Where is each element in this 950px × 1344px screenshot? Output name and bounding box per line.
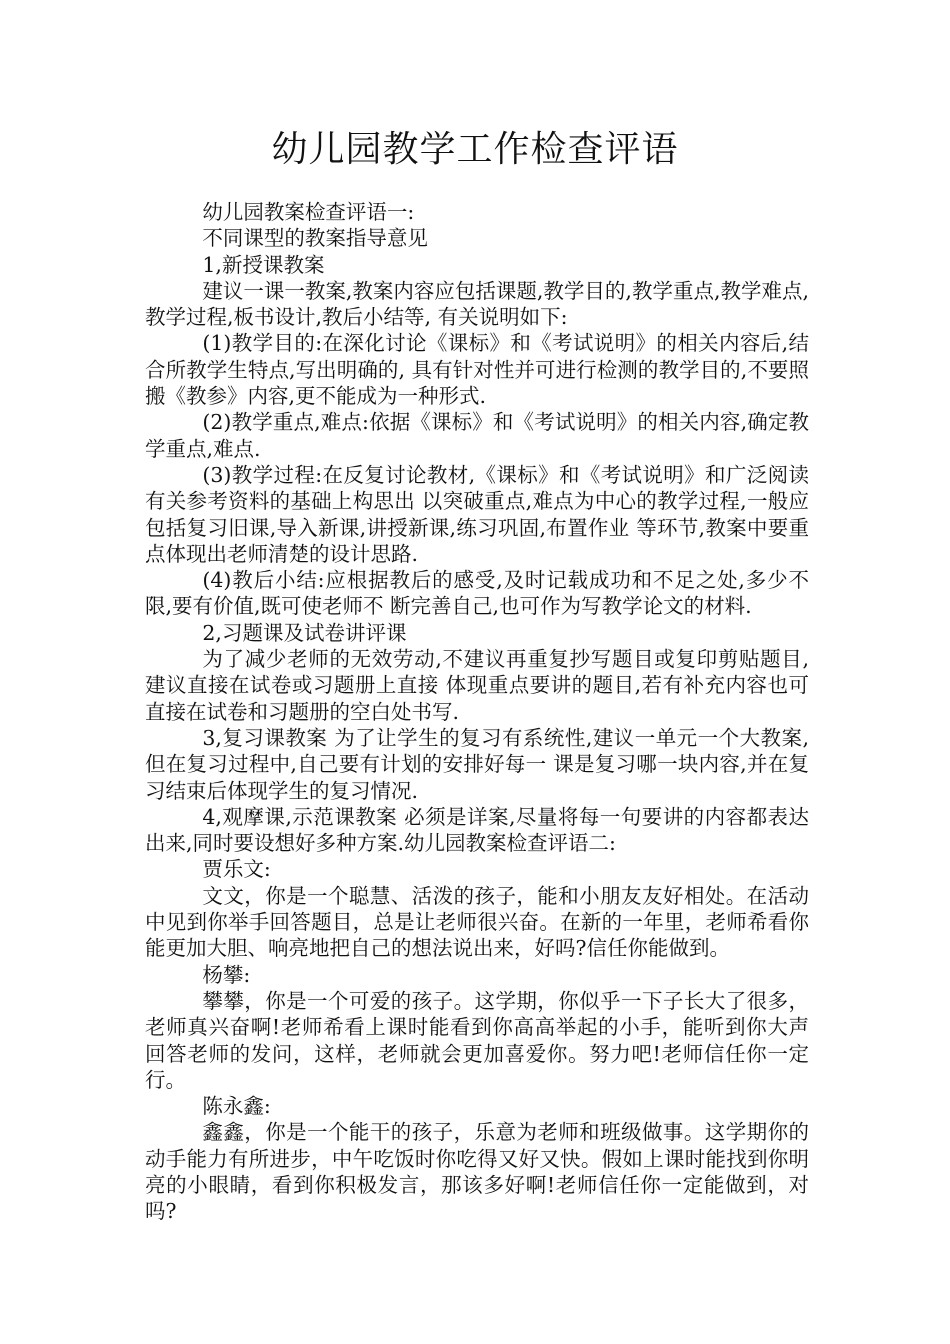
paragraph: 陈永鑫: xyxy=(202,1094,271,1119)
paragraph: 杨攀: xyxy=(202,962,251,987)
paragraph: 3,复习课教案 为了让学生的复习有系统性,建议一单元一个大教案,但在复习过程中,自己要有计划的安排好每一 课是复习哪一块内容,并在复习结束后体现学生的复习情况. xyxy=(145,725,809,803)
paragraph: 不同课型的教案指导意见 xyxy=(202,226,428,251)
paragraph: 幼儿园教案检查评语一: xyxy=(202,200,415,224)
paragraph: 为了减少老师的无效劳动,不建议再重复抄写题目或复印剪贴题目,建议直接在试卷或习题册上直接 体现重点要讲的题目,若有补充内容也可直接在试卷和习题册的空白处书写. xyxy=(145,647,809,724)
paragraph: 2,习题课及试卷讲评课 xyxy=(202,620,407,645)
paragraph: (1)教学目的:在深化讨论《课标》和《考试说明》的相关内容后,结合所教学生特点,写出明确的, 具有针对性并可进行检测的教学目的,不要照搬《教参》内容,更不能成为一种形式. xyxy=(145,331,809,409)
paragraph: 文文，你是一个聪慧、活泼的孩子，能和小朋友友好相处。在活动中见到你举手回答题目，总是让老师很兴奋。在新的一年里，老师希看你能更加大胆、响亮地把自己的想法说出来，好吗?信任你能做到。 xyxy=(145,883,809,961)
paragraph: (2)教学重点,难点:依据《课标》和《考试说明》的相关内容,确定教学重点,难点. xyxy=(145,410,809,461)
paragraph: (3)教学过程:在反复讨论教材,《课标》和《考试说明》和广泛阅读有关参考资料的基础上构思出 以突破重点,难点为中心的教学过程,一般应包括复习旧课,导入新课,讲授新课,练习巩固,布置作业 等环节,教案中要重点体现出老师清楚的设计思路. xyxy=(145,462,809,566)
paragraph: 贾乐文: xyxy=(202,857,271,882)
paragraph: 1,新授课教案 xyxy=(202,252,325,277)
document-body xyxy=(145,199,809,1225)
paragraph: 攀攀，你是一个可爱的孩子。这学期，你似乎一下子长大了很多，老师真兴奋啊!老师希看上课时能看到你高高举起的小手，能听到你大声回答老师的发问，这样，老师就会更加喜爱你。努力吧!老师信任你一定行。 xyxy=(145,988,809,1092)
paragraph: 鑫鑫，你是一个能干的孩子，乐意为老师和班级做事。这学期你的动手能力有所进步，中午吃饭时你吃得又好又快。假如上课时能找到你明亮的小眼睛，看到你积极发言，那该多好啊!老师信任你一定能做到，对吗? xyxy=(145,1120,809,1224)
document-title: 幼儿园教学工作检查评语 xyxy=(271,129,679,170)
paragraph: 4,观摩课,示范课教案 必须是详案,尽量将每一句要讲的内容都表达出来,同时要设想好多种方案.幼儿园教案检查评语二: xyxy=(145,804,809,856)
paragraph: 建议一课一教案,教案内容应包括课题,教学目的,教学重点,教学难点,教学过程,板书设计,教后小结等, 有关说明如下: xyxy=(145,278,809,330)
paragraph: (4)教后小结:应根据教后的感受,及时记载成功和不足之处,多少不限,要有价值,既可使老师不 断完善自己,也可作为写教学论文的材料. xyxy=(145,568,809,619)
